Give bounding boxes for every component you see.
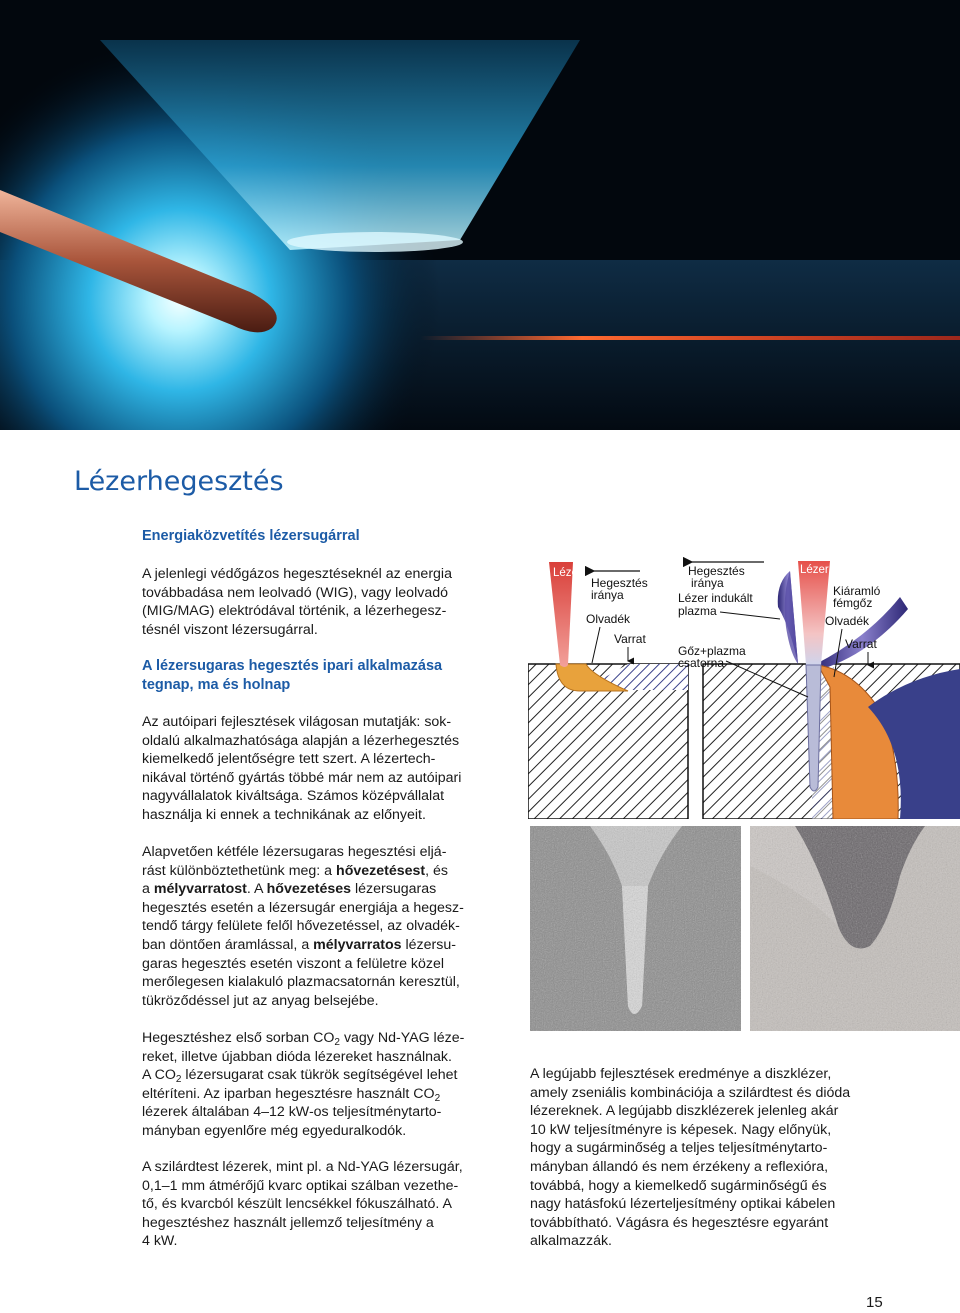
text-line — [142, 1085, 487, 1104]
subscript: 2 — [434, 1092, 441, 1104]
hero-photo-laser-welding — [0, 0, 960, 430]
text-line: A legújabb fejlesztések eredménye a diszklézer, — [530, 1066, 832, 1082]
text-line: reket, illetve újabban dióda lézereket használnak. — [142, 1048, 452, 1065]
section-heading-industrial — [142, 657, 442, 695]
text-line: garas hegesztés esetén viszont a felületre közel — [142, 955, 445, 972]
text-line: Alapvetően kétféle lézersugaras hegesztési eljá- — [142, 844, 447, 860]
text-line: tő, és kvarcból készült lencsékkel fókuszálható. A — [142, 1196, 452, 1213]
leader-plasma — [720, 612, 780, 619]
label-seam-right: Varrat — [845, 637, 877, 651]
plasma-cloud-core — [785, 571, 798, 664]
label-vapor-2: fémgőz — [833, 596, 873, 610]
text-line: nagyvállalatok kiváltsága. Számos középvállalat — [142, 788, 445, 805]
text-line — [142, 1066, 487, 1085]
text-line: nagy hatásfokú lézerteljesítmény optikai kábelen — [530, 1196, 836, 1213]
text-line: alkalmazzák. — [530, 1233, 613, 1250]
label-direction-left-2: iránya — [591, 588, 624, 602]
subscript: 2 — [175, 1074, 182, 1086]
deep-penetration-diagram — [678, 561, 960, 819]
section-heading-energy: Energiaközvetítés lézersugárral — [142, 528, 360, 544]
label-laser-left: Lézer — [553, 567, 582, 579]
bold-term: hővezetésest — [336, 862, 426, 879]
label-vapor-1: Kiáramló — [833, 584, 881, 598]
text-line: A szilárdtest lézerek, mint pl. a Nd-YAG lézersugár, — [142, 1159, 463, 1175]
text-line: tendő tárgy felülete felől hővezetéssel, az olvadék- — [142, 918, 460, 935]
heading-line: A lézersugaras hegesztés ipari alkalmazása — [142, 658, 443, 674]
subscript: 2 — [334, 1037, 340, 1048]
solid-state-paragraph — [142, 1158, 487, 1251]
text-line — [142, 936, 487, 955]
text-span: rást különböztethetünk meg: a — [142, 862, 333, 879]
text-line: kiemelkedő jelentőségre tett szert. A lézertech- — [142, 751, 436, 768]
label-laser-right: Lézer — [800, 564, 829, 576]
text-line: továbbítható. Vágásra és hegesztésre egyaránt — [530, 1214, 829, 1231]
label-plasma-1: Lézer indukált — [678, 591, 753, 605]
text-line: (MIG/MAG) elektródával történik, a lézerhegesz- — [142, 603, 447, 620]
text-line: tükröződéssel jut az anyag belsejébe. — [142, 992, 379, 1009]
text-span: a — [142, 881, 150, 898]
welding-process-diagram — [528, 557, 960, 819]
laser-beam-right — [798, 561, 830, 665]
heading-line: tegnap, ma és holnap — [142, 677, 291, 693]
label-seam-left: Varrat — [614, 632, 646, 646]
text-span: lézersugaras — [354, 881, 437, 898]
text-line: lézereknek. A legújabb diszklézerek jelenleg akár — [530, 1103, 839, 1120]
text-line: merőlegesen kialakuló plazmacsatornán keresztül, — [142, 974, 460, 991]
text-span: ban döntően áramlással, a — [142, 936, 310, 953]
label-plasma-2: plazma — [678, 604, 717, 618]
bold-term: mélyvarratost — [153, 881, 247, 898]
intro-paragraph — [142, 565, 487, 639]
leader-melt-left — [592, 627, 600, 663]
text-line: Az autóipari fejlesztések világosan mutatják: sok- — [142, 714, 452, 730]
hero-photo-illustration — [0, 0, 960, 430]
text-line: lézerek általában 4–12 kW-os teljesítménytarto- — [142, 1104, 442, 1121]
text-line: hegesztéshez használt jellemző teljesítmény a — [142, 1214, 434, 1231]
label-melt-right: Olvadék — [825, 614, 870, 628]
text-line: nikával történő gyártás többé már nem az autóipari — [142, 769, 462, 786]
welding-types-paragraph — [142, 843, 487, 1010]
text-line: továbbadása nem leolvadó (WIG), vagy leolvadó — [142, 584, 448, 601]
text-line: mányban egyenlőre még egyeduralkodók. — [142, 1122, 407, 1139]
text-line: használja ki ennek a technikának az előnyeit. — [142, 806, 426, 823]
disc-laser-paragraph — [530, 1065, 880, 1251]
text-span: . A — [246, 881, 263, 898]
label-direction-left-1: Hegesztés — [591, 576, 648, 590]
text-line: mányban állandó és nem érzékeny a reflexióra, — [530, 1158, 829, 1175]
micrograph-conduction-weld — [750, 826, 960, 1031]
text-line — [142, 880, 487, 899]
label-direction-right-2: iránya — [691, 576, 724, 590]
text-span: vagy Nd-YAG léze- — [343, 1030, 465, 1046]
bold-term: hővezetéses — [266, 881, 352, 898]
automotive-paragraph — [142, 713, 487, 825]
text-line: 0,1–1 mm átmérőjű kvarc optikai szálban vezethe- — [142, 1177, 459, 1194]
text-span: eltéríteni. Az iparban hegesztésre használt CO — [142, 1085, 435, 1102]
text-line: hogy a sugárminőség a teljes teljesítménytarto- — [530, 1140, 828, 1157]
text-line: tésnél viszont lézersugárral. — [142, 621, 318, 638]
text-span: lézersugarat csak tükrök segítségével lehet — [185, 1067, 458, 1084]
text-line — [142, 862, 487, 881]
text-line: 10 kW teljesítményre is képesek. Nagy előnyük, — [530, 1121, 832, 1138]
label-channel-2: csatorna — [678, 656, 725, 670]
text-line: hegesztés esetén a lézersugár energiája a hegesz- — [142, 899, 464, 916]
label-melt-left: Olvadék — [586, 612, 631, 626]
text-line: továbbá, hogy a kiemelkedő sugárminőségű és — [530, 1177, 827, 1194]
text-span: Hegesztéshez első sorban CO — [142, 1030, 335, 1046]
page-title: Lézerhegesztés — [74, 466, 284, 497]
text-line — [142, 1029, 487, 1048]
text-span: A CO — [142, 1067, 176, 1084]
text-line: oldalú alkalmazhatósága alapján a lézerhegesztés — [142, 732, 460, 749]
text-line: 4 kW. — [142, 1233, 178, 1250]
conduction-welding-diagram — [528, 562, 688, 819]
micrograph-deep-weld — [530, 826, 741, 1031]
bold-term: mélyvarratos — [313, 936, 402, 953]
page-number: 15 — [866, 1294, 883, 1311]
laser-types-paragraph — [142, 1029, 487, 1141]
text-line: A jelenlegi védőgázos hegesztéseknél az energia — [142, 566, 452, 582]
label-channel-1: Gőz+plazma — [678, 644, 746, 658]
text-line: amely zseniális kombinációja a szilárdtest és dióda — [530, 1084, 851, 1101]
text-span: , és — [425, 862, 449, 879]
label-direction-right-1: Hegesztés — [688, 564, 745, 578]
text-span: lézersu- — [405, 936, 456, 953]
